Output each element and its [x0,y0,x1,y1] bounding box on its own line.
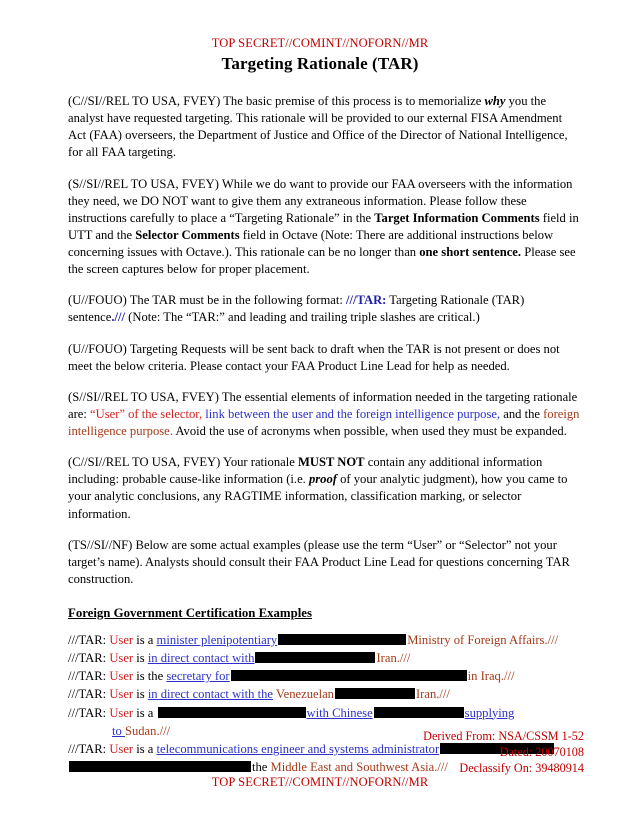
link-phrase: minister plenipotentiary [156,633,278,647]
emphasis-proof: proof [308,472,337,487]
paragraph-text: Below are some actual examples (please use the term “User” or “Selector” not your target’s name). Analysts should consult their FAA Product Line Lead for questions concerning TAR construction. [68,537,570,586]
classification-marking: (U//FOUO) [68,341,127,356]
paragraph-must-not-contain [68,454,580,523]
tar-example-line [68,685,580,703]
bold-selector-comments: Selector Comments [135,227,240,242]
tar-prefix: ///TAR: [68,633,110,647]
paragraph-text: Targeting Requests will be sent back to draft when the TAR is not present or does not meet the below criteria. Please contact your FAA Product Line Lead for help as needed. [68,341,560,373]
foreign-intelligence-purpose-phrase: Iran./// [415,687,450,702]
tar-prefix: ///TAR: [68,651,110,666]
user-keyword: User [109,633,134,647]
example-text: is a [133,741,157,756]
link-phrase: supplying [464,705,515,720]
classification-marking: (C//SI//REL TO USA, FVEY) [68,94,221,108]
user-keyword: User [109,651,134,666]
document-body [0,93,640,776]
redaction-bar [69,761,251,772]
paragraph-text: The basic premise of this process is to memorialize [220,94,485,108]
user-keyword: User [109,687,134,702]
header-classification-banner: TOP SECRET//COMINT//NOFORN//MR [211,36,429,50]
paragraph-text: The TAR must be in the following format: [126,293,347,308]
classification-marking: (TS//SI//NF) [68,537,133,552]
element-foreign-intelligence-purpose: foreign intelligence purpose. [68,406,580,438]
tar-prefix: ///TAR: [68,741,110,756]
redaction-bar [158,707,306,718]
element-user-of-selector: “User” of the selector, [90,406,203,421]
classification-marking: (C//SI//REL TO USA, FVEY) [68,455,221,470]
paragraph-text: Targeting Rationale (TAR) sentence [68,293,525,325]
bold-target-information-comments: Target Information Comments [374,210,540,225]
derived-from-line: Derived From: NSA/CSSM 1-52 [423,729,584,743]
dated-line: Dated: 20070108 [499,745,584,760]
redaction-bar [231,670,467,681]
paragraph-examples-intro [68,537,580,588]
link-phrase: telecommunications engineer and systems administrator [156,741,440,756]
paragraph-placement-instructions [68,176,580,279]
redaction-bar [255,652,375,663]
bold-must-not: MUST NOT [297,455,365,470]
paragraph-text: field in Octave (Note: There are additional instructions below concerning issues with Octave.). This rationale can be no longer than [68,227,554,259]
bold-one-short-sentence: one short sentence. [419,245,522,259]
link-phrase: with Chinese [306,705,373,720]
element-link-to-purpose: link between the user and the foreign intelligence purpose, [205,406,501,421]
page-title: Targeting Rationale (TAR) [221,54,419,73]
classification-marking: (U//FOUO) [68,293,127,308]
declassify-on-line: Declassify On: 39480914 [459,761,584,776]
paragraph-text: field in UTT and the [68,210,579,242]
classification-marking: (S//SI//REL TO USA, FVEY) [68,389,219,404]
paragraph-text: of your analytic judgment), how you came to your analytic conclusions, any RAGTIME information, classification marking, or selector information. [68,472,568,521]
paragraph-targeting-requests [68,341,580,375]
foreign-intelligence-purpose-phrase: Ministry of Foreign Affairs./// [407,633,559,647]
example-text: is a [133,705,157,720]
paragraph-text: The essential elements of information needed in the targeting rationale are: [68,389,578,421]
tar-example-line [68,631,580,649]
derivative-classification-block [423,728,584,776]
paragraph-text: (Note: The “TAR:” and leading and trailing triple slashes are critical.) [125,310,480,325]
foreign-intelligence-purpose-phrase: Middle East and Southwest Asia./// [270,759,448,774]
paragraph-text: Avoid the use of acronyms when possible, when used they must be expanded. [172,424,567,438]
redaction-bar [335,688,415,699]
example-text: is the [133,669,167,684]
redaction-bar [278,634,406,645]
link-phrase: to [112,723,125,738]
paragraph-essential-elements [68,389,580,440]
classification-marking: (S//SI//REL TO USA, FVEY) [68,176,219,191]
example-text: is [133,651,148,666]
paragraph-text: you the analyst have requested targeting. This rationale will be provided to our external FISA Amendment Act (FAA) overseers, the Department of Justice and Office of the Director of National Intelligence, for all FAA targeting. [68,94,568,160]
user-keyword: User [109,741,134,756]
link-phrase: in direct contact with [147,651,255,666]
example-text: the [252,759,271,774]
paragraph-text: While we do want to provide our FAA overseers with the information they need, we DO NOT want to give them any extraneous information. Please follow these instructions carefully to place a “Targeting Rationale” in the [68,176,573,225]
link-phrase: secretary for [166,669,230,684]
tar-prefix: ///TAR: [68,687,110,702]
paragraph-text: contain any additional information including: probable cause-like information (i.e. [68,455,543,487]
footer-classification-banner: TOP SECRET//COMINT//NOFORN//MR [211,775,429,789]
section-heading-foreign-government-examples: Foreign Government Certification Examples [68,606,312,620]
example-text: is a [133,633,157,647]
paragraph-text: Please see the screen captures below for proper placement. [68,245,576,277]
tar-example-line [68,649,580,667]
foreign-intelligence-purpose-phrase: Venezuelan [273,687,334,702]
user-keyword: User [109,705,134,720]
tar-prefix: ///TAR: [68,669,110,684]
tar-format-trailing-slashes: ./// [111,310,126,325]
example-text: is [133,687,148,702]
foreign-intelligence-purpose-phrase: Sudan./// [124,723,171,738]
paragraph-text: and the [500,406,544,421]
paragraph-tar-format [68,292,580,326]
paragraph-basic-premise [68,93,580,162]
redaction-bar [374,707,464,718]
foreign-intelligence-purpose-phrase: in Iraq./// [467,669,515,684]
user-keyword: User [109,669,134,684]
emphasis-why: why [484,94,506,108]
paragraph-text: Your rationale [220,455,298,470]
tar-prefix: ///TAR: [68,705,110,720]
tar-format-tag: ///TAR: [346,293,387,308]
link-phrase: in direct contact with the [147,687,274,702]
foreign-intelligence-purpose-phrase: Iran./// [376,651,411,666]
tar-example-line [68,667,580,685]
